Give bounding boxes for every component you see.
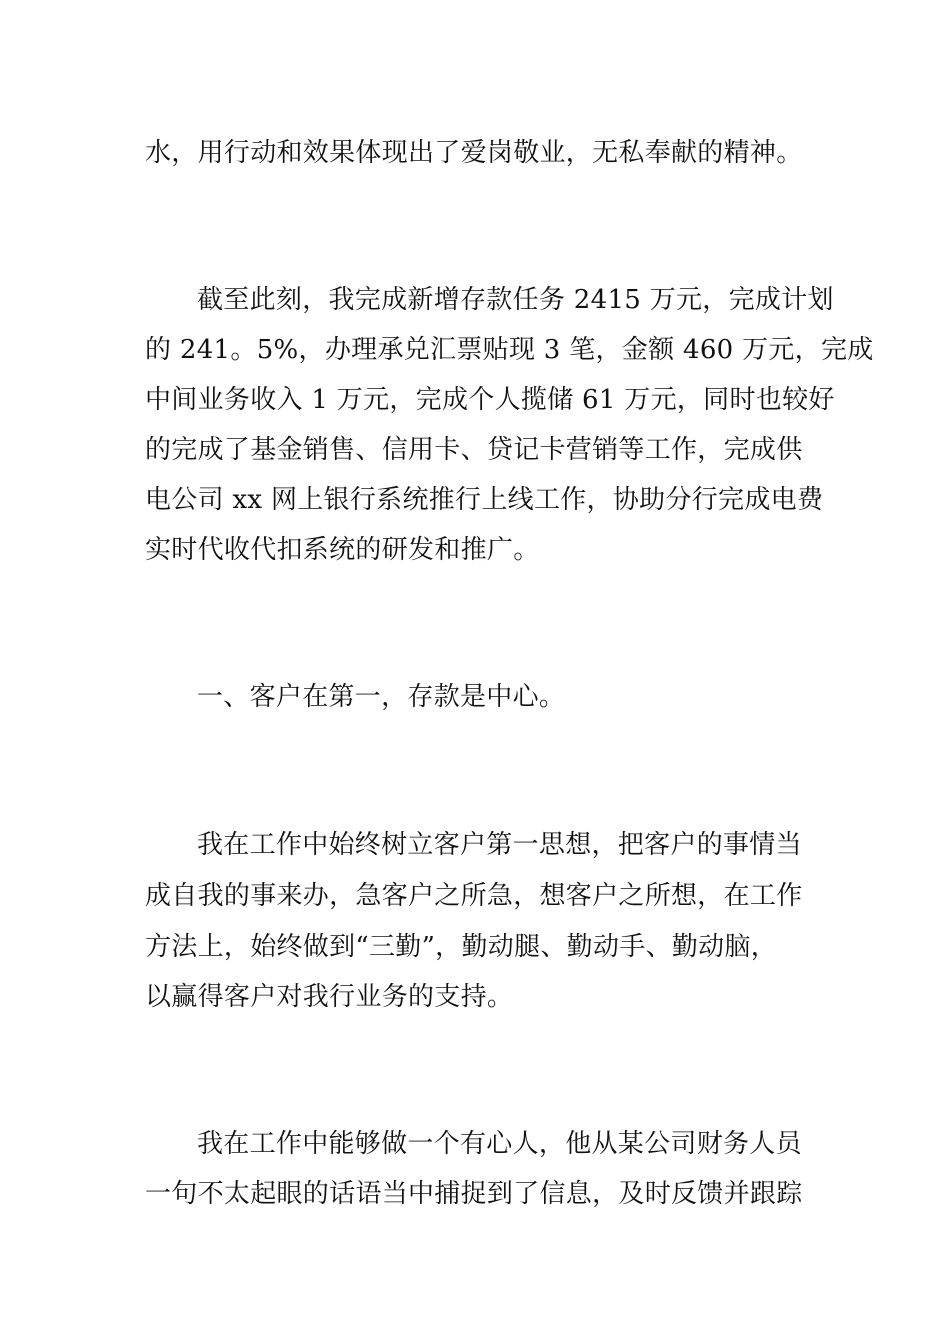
paragraph-2-line-4: 的完成了基金销售、信用卡、贷记卡营销等工作，完成供 bbox=[145, 435, 803, 465]
paragraph-5-line-2: 一句不太起眼的话语当中捕捉到了信息，及时反馈并跟踪 bbox=[145, 1179, 803, 1209]
section-heading-customer-first: 一、客户在第一，存款是中心。 bbox=[197, 682, 566, 712]
paragraph-4-line-3: 方法上，始终做到“三勤”，勤动腿、勤动手、勤动脑， bbox=[145, 932, 778, 962]
paragraph-2-line-2: 的 241。5%，办理承兑汇票贴现 3 笔，金额 460 万元，完成 bbox=[145, 335, 874, 365]
paragraph-2-line-1: 截至此刻，我完成新增存款任务 2415 万元，完成计划 bbox=[197, 285, 834, 315]
paragraph-4-line-4: 以赢得客户对我行业务的支持。 bbox=[145, 982, 514, 1012]
paragraph-5-line-1: 我在工作中能够做一个有心人，他从某公司财务人员 bbox=[197, 1129, 802, 1159]
paragraph-2-line-5: 电公司 xx 网上银行系统推行上线工作，协助分行完成电费 bbox=[145, 485, 824, 515]
paragraph-2-line-3: 中间业务收入 1 万元，完成个人揽储 61 万元，同时也较好 bbox=[145, 385, 835, 415]
paragraph-2-line-6: 实时代收代扣系统的研发和推广。 bbox=[145, 535, 540, 565]
paragraph-1-line-1: 水，用行动和效果体现出了爱岗敬业，无私奉献的精神。 bbox=[145, 138, 803, 168]
paragraph-4-line-1: 我在工作中始终树立客户第一思想，把客户的事情当 bbox=[197, 830, 802, 860]
paragraph-4-line-2: 成自我的事来办，急客户之所急，想客户之所想，在工作 bbox=[145, 881, 803, 911]
